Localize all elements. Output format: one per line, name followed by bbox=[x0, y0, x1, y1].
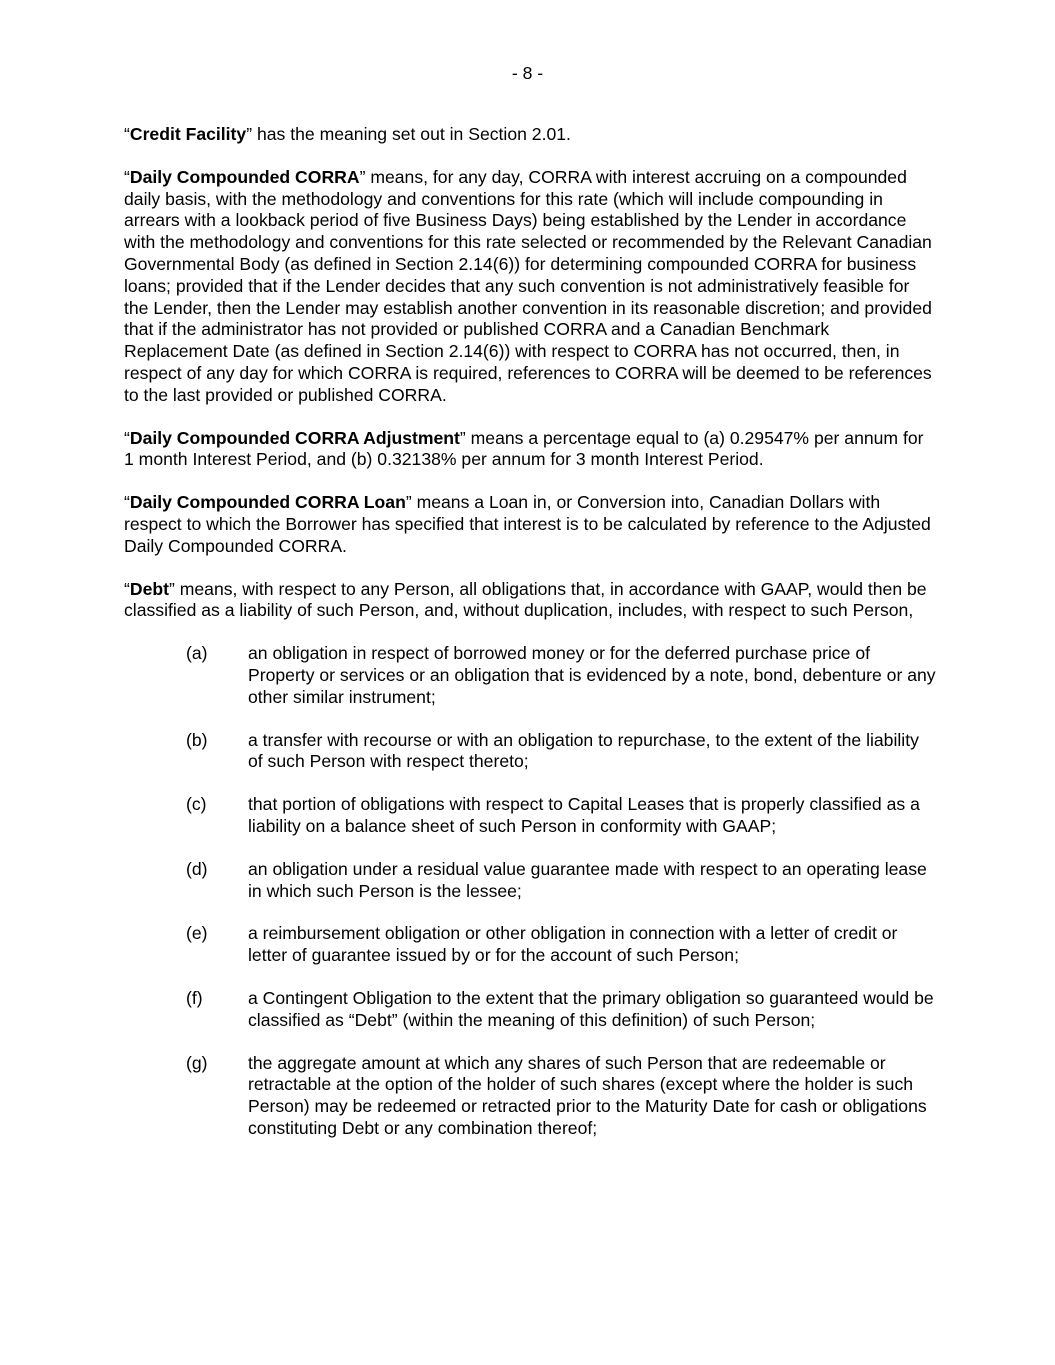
definition-daily-compounded-corra-loan: “Daily Compounded CORRA Loan” means a Loan in, or Conversion into, Canadian Dollars with respect to which the Borrower has specified that interest is to be calculated by reference to the Adjusted Daily Compounded CORRA. bbox=[124, 492, 931, 556]
defined-term: Credit Facility bbox=[129, 124, 247, 144]
definition-text: has the meaning set out in Section 2.01. bbox=[256, 124, 571, 144]
list-item bbox=[124, 643, 936, 708]
list-item-text: a transfer with recourse or with an obligation to repurchase, to the extent of the liability of such Person with respect thereto; bbox=[248, 729, 919, 772]
definition-text: means, with respect to any Person, all obligations that, in accordance with GAAP, would then be classified as a liability of such Person, and, without duplication, includes, with respect to such Person, bbox=[124, 578, 927, 621]
list-item bbox=[124, 859, 936, 903]
defined-term: Daily Compounded CORRA Loan bbox=[129, 492, 406, 513]
defined-term: Daily Compounded CORRA bbox=[129, 166, 360, 187]
list-item-text: that portion of obligations with respect to Capital Leases that is properly classified as a liability on a balance sheet of such Person in conformity with GAAP; bbox=[248, 794, 920, 836]
list-item-label: (c) bbox=[186, 794, 207, 815]
list-item-label: (d) bbox=[186, 858, 208, 879]
definition-text: means a Loan in, or Conversion into, Canadian Dollars with respect to which the Borrower has specified that interest is to be calculated by reference to the Adjusted Daily Compounded CORRA. bbox=[124, 492, 931, 556]
list-item bbox=[124, 923, 936, 967]
list-item-label: (g) bbox=[186, 1052, 208, 1073]
defined-term: Debt bbox=[129, 578, 169, 599]
list-item bbox=[124, 1053, 936, 1140]
list-item-text: an obligation in respect of borrowed money or for the deferred purchase price of Property or services or an obligation that is evidenced by a note, bond, debenture or any other similar instrument; bbox=[248, 643, 936, 707]
page-number: - 8 - bbox=[511, 63, 544, 83]
definition-text: means, for any day, CORRA with interest accruing on a compounded daily basis, with the methodology and conventions for this rate (which will include compounding in arrears with a lookback period of five Business Days) being established by the Lender in accordance with the methodology and conventions for this rate selected or recommended by the Relevant Canadian Governmental Body (as defined in Section 2.14(6)) for determining compounded CORRA for business loans; provided that if the Lender decides that any such convention is not administratively feasible for the Lender, then the Lender may establish another convention in its reasonable discretion; and provided that if the administrator has not provided or published CORRA and a Canadian Benchmark Replacement Date (as defined in Section 2.14(6)) with respect to CORRA has not occurred, then, in respect of any day for which CORRA is required, references to CORRA will be deemed to be references to the last provided or published CORRA. bbox=[124, 166, 932, 405]
list-item-text: the aggregate amount at which any shares of such Person that are redeemable or retractable at the option of the holder of such shares (except where the holder is such Person) may be redeemed or retracted prior to the Maturity Date for cash or obligations constituting Debt or any combination thereof; bbox=[248, 1052, 927, 1138]
list-item-label: (b) bbox=[186, 729, 208, 750]
definition-text: means a percentage equal to (a) 0.29547% per annum for 1 month Interest Period, and (b) 0.32138% per annum for 3 month Interest Period. bbox=[124, 427, 924, 470]
definition-credit-facility: “Credit Facility” has the meaning set out in Section 2.01. bbox=[124, 124, 571, 144]
defined-term: Daily Compounded CORRA Adjustment bbox=[129, 427, 460, 448]
document-body bbox=[124, 124, 936, 1161]
list-item bbox=[124, 794, 936, 838]
list-item-label: (e) bbox=[186, 923, 208, 944]
list-item-label: (f) bbox=[186, 987, 203, 1008]
debt-subitems-list bbox=[124, 643, 936, 1140]
list-item-text: an obligation under a residual value guarantee made with respect to an operating lease in which such Person is the lessee; bbox=[248, 858, 927, 901]
list-item bbox=[124, 730, 936, 774]
list-item-label: (a) bbox=[186, 643, 208, 664]
definition-daily-compounded-corra-adjustment: “Daily Compounded CORRA Adjustment” means a percentage equal to (a) 0.29547% per annum for 1 month Interest Period, and (b) 0.32138% per annum for 3 month Interest Period. bbox=[124, 427, 924, 470]
list-item-text: a Contingent Obligation to the extent that the primary obligation so guaranteed would be classified as “Debt” (within the meaning of this definition) of such Person; bbox=[248, 987, 934, 1030]
list-item-text: a reimbursement obligation or other obligation in connection with a letter of credit or letter of guarantee issued by or for the account of such Person; bbox=[248, 923, 898, 966]
definition-daily-compounded-corra: “Daily Compounded CORRA” means, for any day, CORRA with interest accruing on a compounded daily basis, with the methodology and conventions for this rate (which will include compounding in arrears with a lookback period of five Business Days) being established by the Lender in accordance with the methodology and conventions for this rate selected or recommended by the Relevant Canadian Governmental Body (as defined in Section 2.14(6)) for determining compounded CORRA for business loans; provided that if the Lender decides that any such convention is not administratively feasible for the Lender, then the Lender may establish another convention in its reasonable discretion; and provided that if the administrator has not provided or published CORRA and a Canadian Benchmark Replacement Date (as defined in Section 2.14(6)) with respect to CORRA has not occurred, then, in respect of any day for which CORRA is required, references to CORRA will be deemed to be references to the last provided or published CORRA. bbox=[124, 166, 932, 405]
definition-debt: “Debt” means, with respect to any Person, all obligations that, in accordance with GAAP, would then be classified as a liability of such Person, and, without duplication, includes, with respect to such Person, bbox=[124, 578, 927, 621]
list-item bbox=[124, 988, 936, 1032]
